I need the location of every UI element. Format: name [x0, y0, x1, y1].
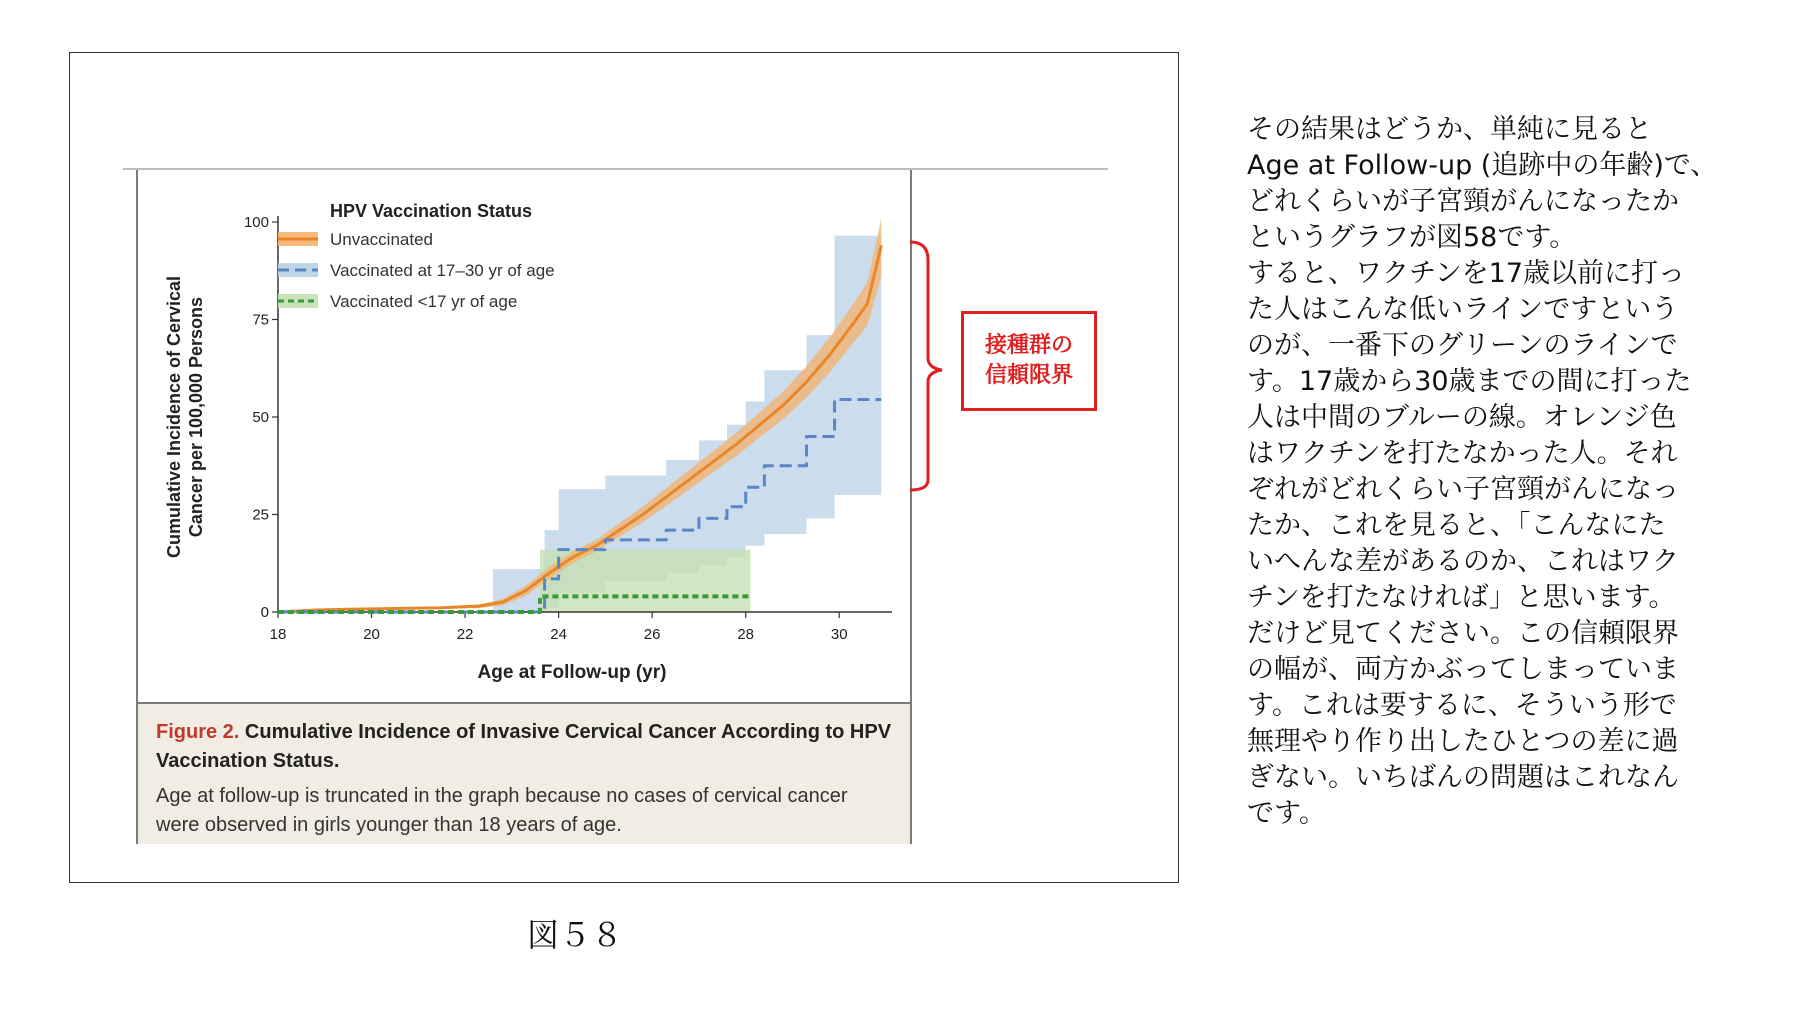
x-axis-title: Age at Follow-up (yr): [477, 662, 667, 683]
chart-legend: [278, 201, 555, 311]
explanation-line: す。17歳から30歳までの間に打った: [1247, 366, 1692, 397]
explanation-line: 無理やり作り出したひとつの差に過: [1247, 726, 1679, 757]
explanation-line: の幅が、両方かぶってしまっていま: [1247, 654, 1679, 685]
explanation-line: す。これは要するに、そういう形で: [1247, 690, 1677, 721]
explanation-line: のが、一番下のグリーンのラインで: [1247, 330, 1678, 361]
explanation-line: はワクチンを打たなかった人。それ: [1247, 438, 1678, 469]
cumulative-incidence-chart: [138, 170, 910, 702]
explanation-text: [1247, 112, 1787, 832]
x-tick-label: 28: [737, 626, 755, 643]
caption-title-text: Cumulative Incidence of Invasive Cervical Cancer According to HPV Vaccination Status.: [156, 721, 892, 772]
x-tick-label: 18: [269, 626, 287, 643]
explanation-line: その結果はどうか、単純に見ると: [1247, 114, 1652, 145]
explanation-line: です。: [1247, 798, 1326, 829]
caption-title: [156, 718, 892, 776]
legend-title: HPV Vaccination Status: [330, 201, 533, 221]
x-tick-label: 20: [363, 626, 380, 643]
x-tick-label: 30: [830, 626, 848, 643]
explanation-line: どれくらいが子宮頸がんになったか: [1247, 186, 1679, 217]
explanation-line: いへんな差があるのか、これはワク: [1247, 546, 1679, 577]
y-axis-title: Cumulative Incidence of Cervical: [164, 275, 184, 559]
explanation-line: Age at Follow-up (追跡中の年齢)で、: [1247, 150, 1718, 181]
explanation-line: だけど見てください。この信頼限界: [1247, 618, 1679, 649]
figure-number: 図５８: [526, 916, 623, 954]
annotation-text: 接種群の 信頼限界: [984, 333, 1073, 388]
explanation-line: ぞれがどれくらい子宮頸がんになっ: [1247, 474, 1679, 505]
x-tick-label: 22: [456, 626, 474, 643]
explanation-line: た人はこんな低いラインですという: [1247, 294, 1679, 325]
explanation-line: ぎない。いちばんの問題はこれなん: [1247, 762, 1679, 793]
x-tick-label: 26: [643, 626, 661, 643]
y-tick-label: 75: [252, 311, 269, 329]
explanation-line: というグラフが図58です。: [1247, 222, 1577, 253]
annotation-box: [961, 311, 1097, 411]
y-axis-title-line2: Cancer per 100,000 Persons: [186, 296, 206, 538]
explanation-line: チンを打たなければ」と思います。: [1247, 582, 1676, 613]
x-tick-label: 24: [550, 626, 567, 643]
caption-body: Age at follow-up is truncated in the graph because no cases of cervical cancer were observed in girls younger than 18 years of age.: [156, 785, 848, 836]
legend-label: Vaccinated at 17–30 yr of age: [330, 261, 555, 280]
explanation-line: すると、ワクチンを17歳以前に打っ: [1247, 258, 1686, 289]
y-tick-label: 100: [243, 214, 269, 231]
explanation-line: たか、これを見ると、「こんなにた: [1247, 510, 1666, 541]
legend-label: Unvaccinated: [330, 230, 434, 249]
confidence-bracket: [908, 240, 948, 510]
explanation-line: 人は中間のブルーの線。オレンジ色: [1247, 402, 1677, 433]
chart-panel: [136, 170, 912, 702]
figure-caption: [136, 702, 912, 844]
y-tick-label: 25: [252, 506, 269, 524]
caption-figure-label: Figure 2.: [156, 721, 240, 743]
y-tick-label: 0: [260, 604, 269, 621]
y-tick-label: 50: [252, 409, 269, 426]
legend-label: Vaccinated <17 yr of age: [330, 292, 518, 311]
